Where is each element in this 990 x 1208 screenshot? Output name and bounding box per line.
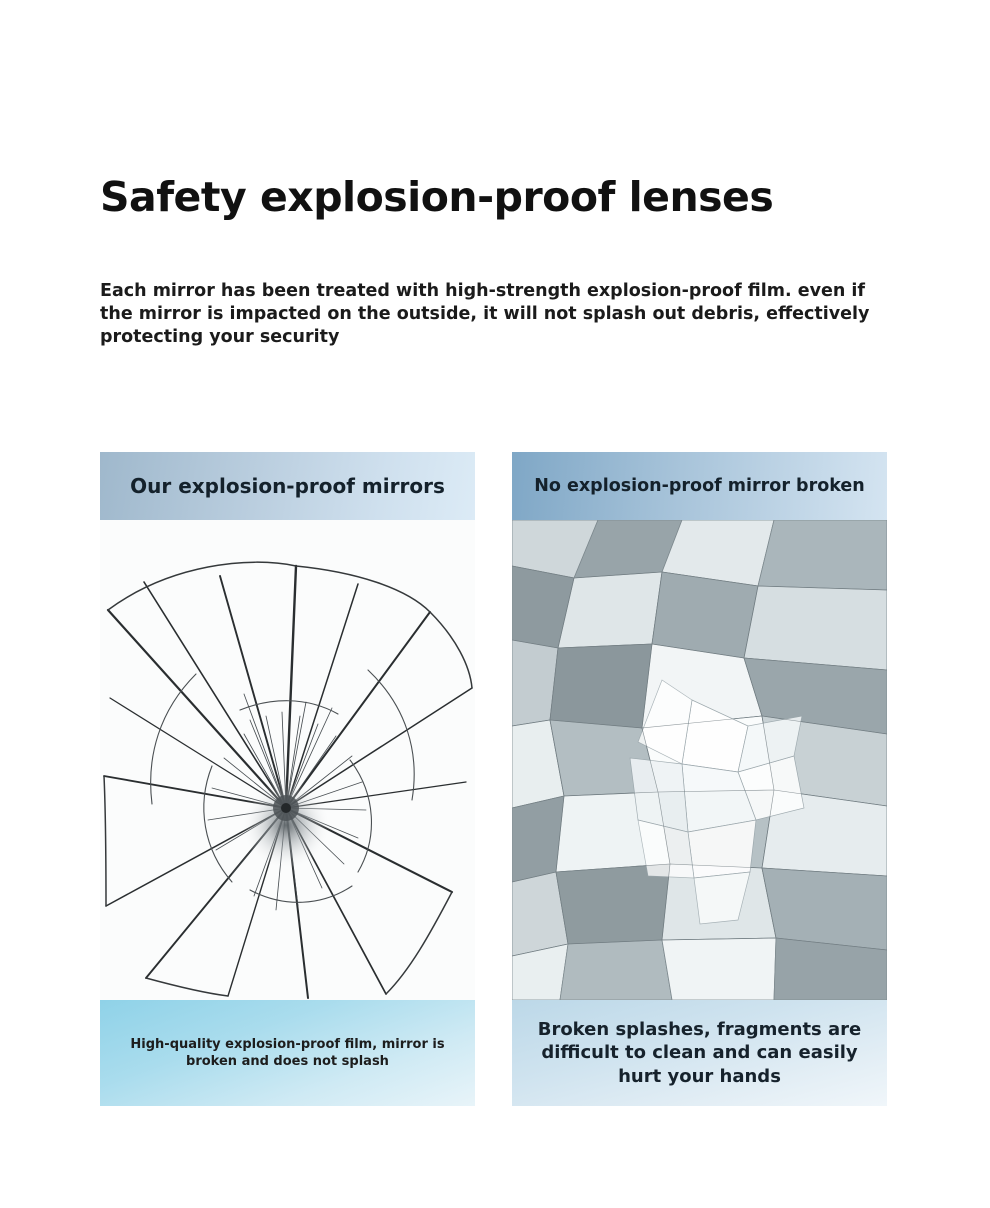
cracked-mirror-icon xyxy=(100,520,475,1000)
page-title: Safety explosion-proof lenses xyxy=(100,173,774,222)
panel-ours-title: Our explosion-proof mirrors xyxy=(130,474,445,498)
panel-theirs-title: No explosion-proof mirror broken xyxy=(534,476,865,496)
panel-theirs-header xyxy=(512,452,887,520)
panel-theirs-footer xyxy=(512,1000,887,1106)
page-description: Each mirror has been treated with high-strength explosion-proof film. even if the mirror is impacted on the outside, it will not splash out debris, effectively protecting your security xyxy=(100,280,870,347)
panel-ours-caption: High-quality explosion-proof film, mirror is broken and does not splash xyxy=(130,1036,445,1069)
panel-theirs xyxy=(512,452,887,1106)
comparison-panels xyxy=(100,452,890,1106)
panel-theirs-caption: Broken splashes, fragments are difficult to clean and can easily hurt your hands xyxy=(537,1018,862,1087)
panel-ours xyxy=(100,452,475,1106)
panel-ours-footer xyxy=(100,1000,475,1106)
shattered-glass-icon xyxy=(512,520,887,1000)
panel-ours-header xyxy=(100,452,475,520)
